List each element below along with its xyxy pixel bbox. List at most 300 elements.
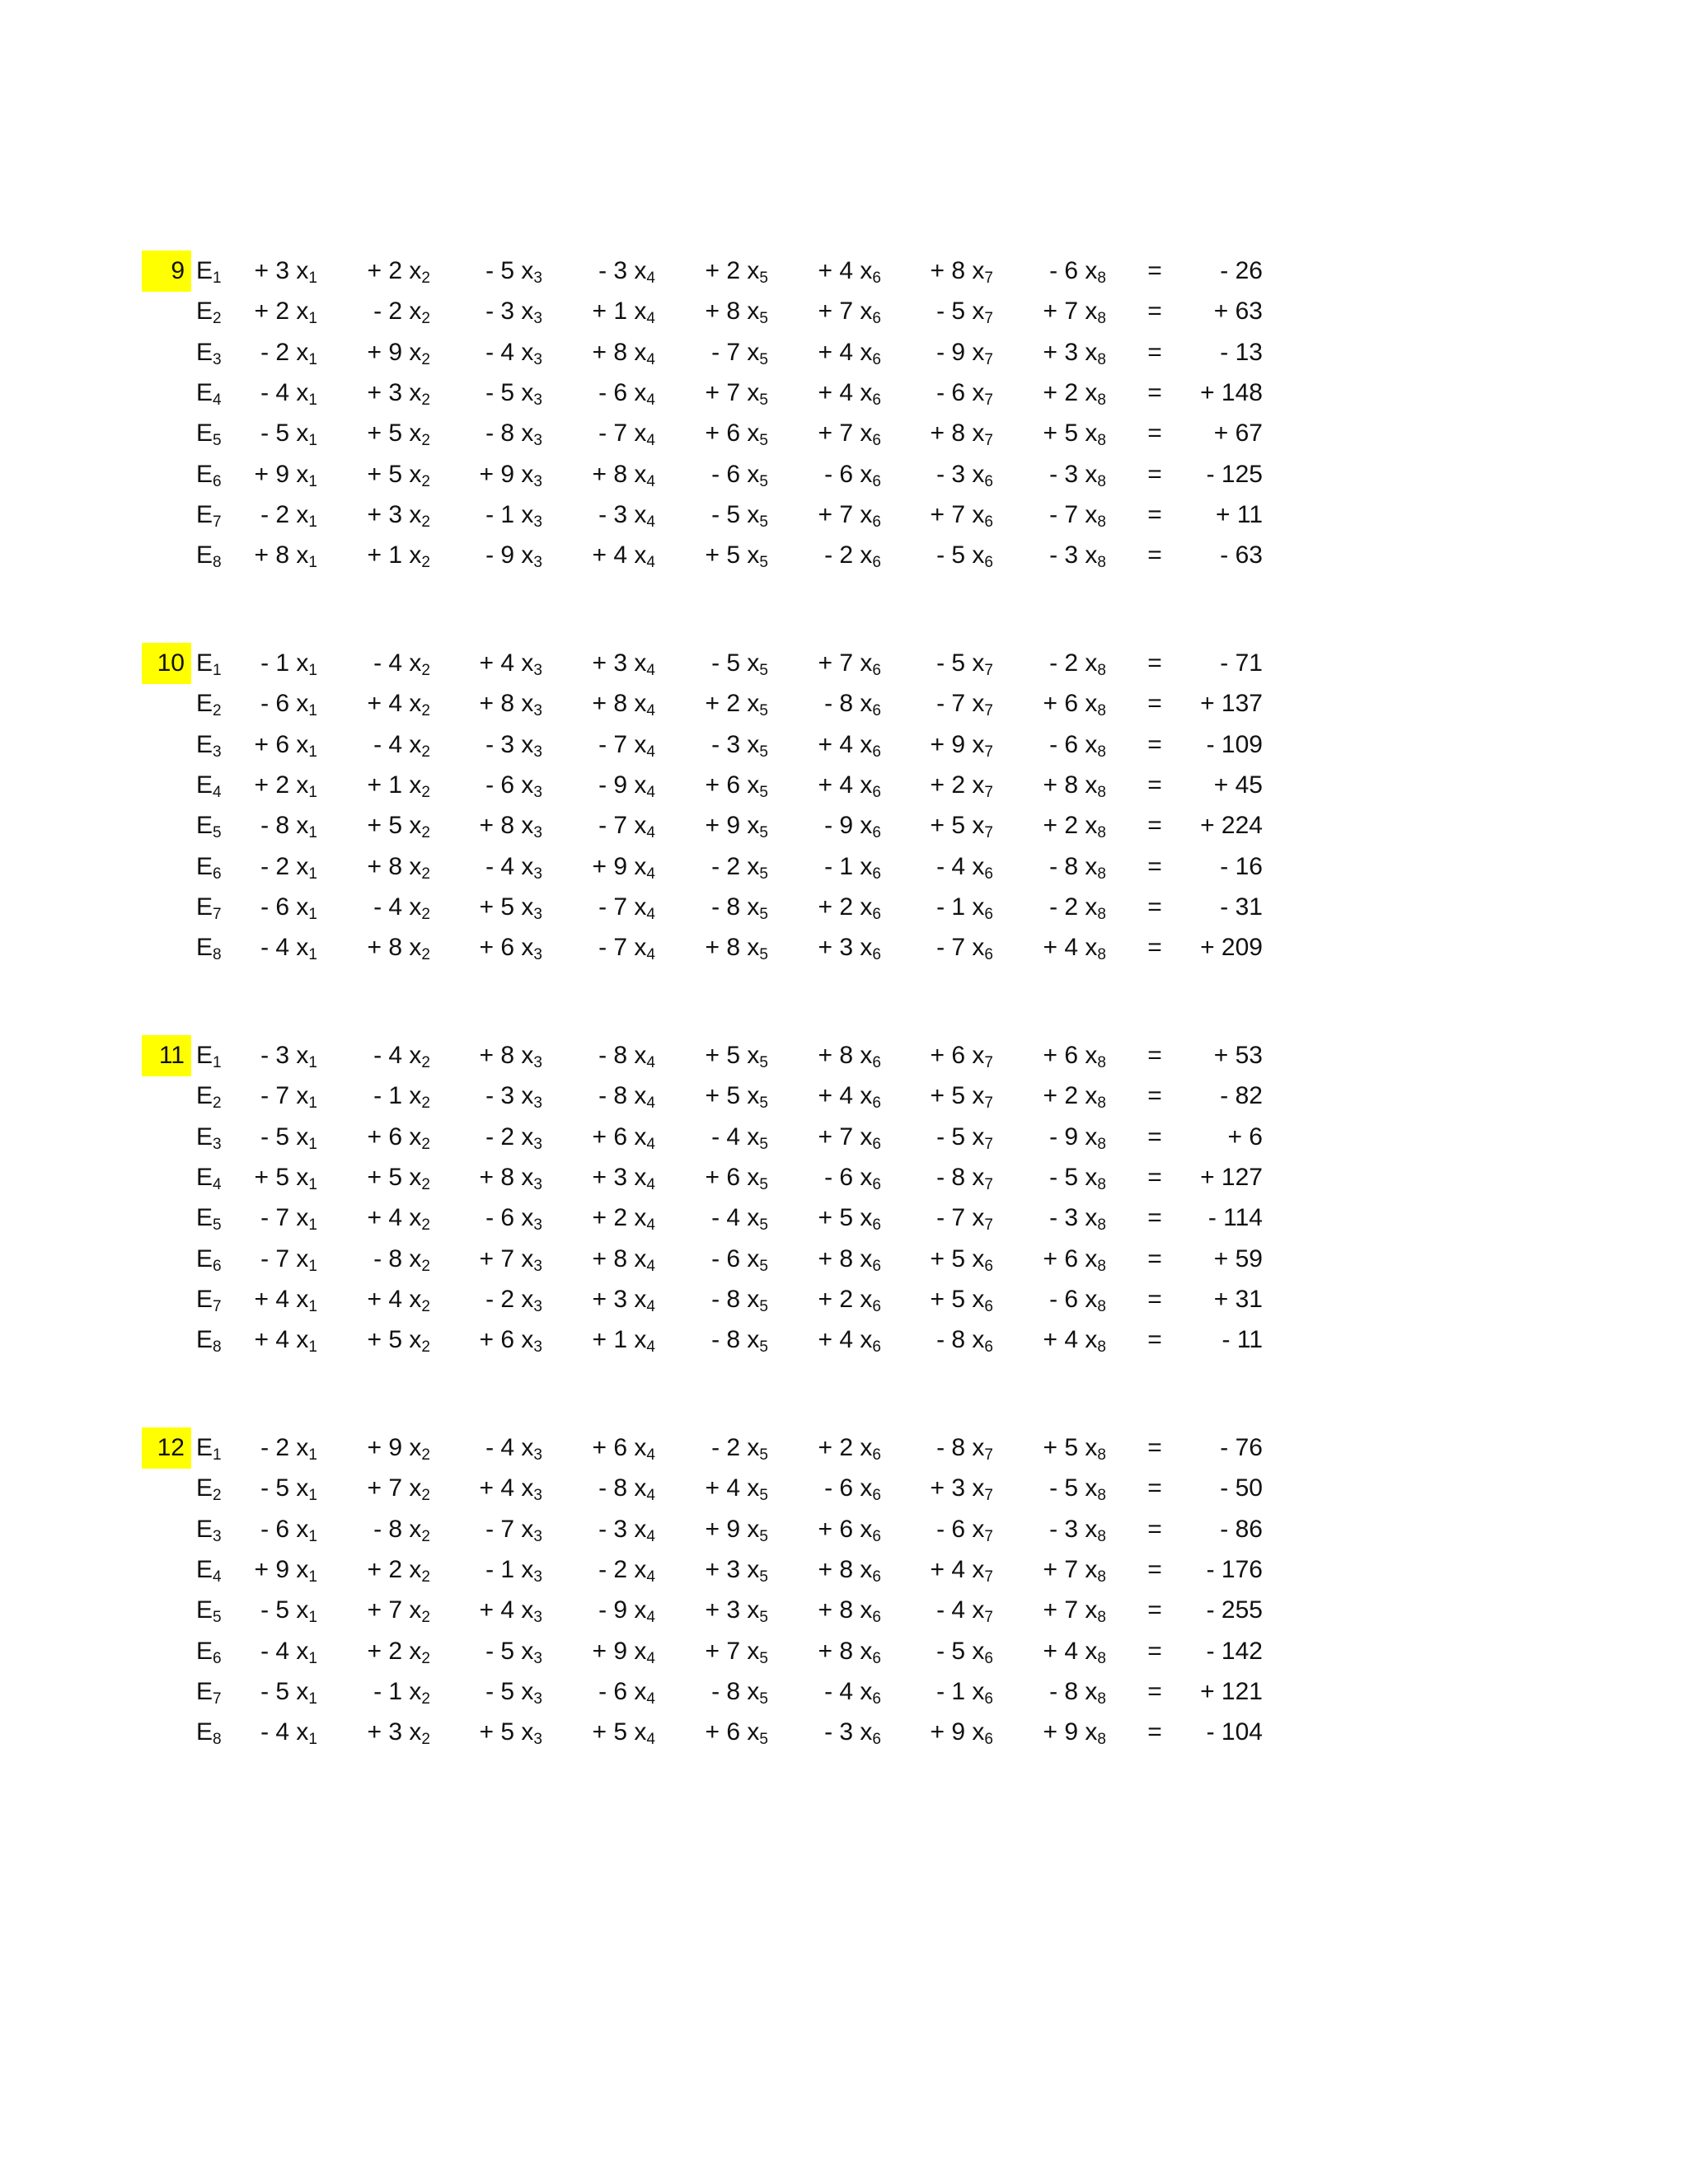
- term-coefficient: - 8: [598, 1082, 628, 1109]
- equation-row: [0, 846, 1688, 887]
- term-variable: x: [521, 649, 534, 677]
- term-variable-index: 4: [646, 662, 655, 679]
- term-variable: x: [747, 501, 760, 528]
- equation-term: [757, 1509, 881, 1549]
- term-variable: x: [1085, 1082, 1098, 1109]
- equation-row: [0, 1509, 1688, 1549]
- equation-term: [645, 1076, 768, 1116]
- equation-term: [870, 413, 993, 453]
- term-variable: x: [409, 379, 422, 406]
- term-variable: x: [972, 1516, 985, 1543]
- equation-term: [532, 454, 655, 494]
- term-variable-index: 6: [984, 1258, 993, 1275]
- equation-term: [645, 887, 768, 927]
- term-coefficient: + 4: [592, 541, 628, 569]
- term-variable-index: 6: [872, 554, 881, 571]
- term-variable: x: [296, 461, 309, 488]
- equation-term: [870, 1035, 993, 1076]
- equation-row: [0, 1549, 1688, 1590]
- term-variable: x: [747, 1516, 760, 1543]
- term-variable: x: [860, 1123, 873, 1151]
- term-variable: x: [972, 1434, 985, 1461]
- term-variable: x: [296, 1474, 309, 1502]
- term-variable: x: [296, 1042, 309, 1069]
- term-variable-index: 8: [1097, 743, 1106, 761]
- term-variable-index: 7: [984, 1136, 993, 1153]
- term-coefficient: - 1: [936, 893, 966, 921]
- equation-term: [870, 927, 993, 968]
- term-coefficient: + 8: [592, 1245, 628, 1272]
- equation-term: [419, 643, 542, 683]
- term-variable: x: [972, 257, 985, 284]
- term-variable-index: 5: [759, 946, 768, 963]
- term-variable-index: 6: [872, 1258, 881, 1275]
- term-coefficient: - 6: [824, 1164, 854, 1191]
- equation-term: [982, 1671, 1106, 1712]
- term-coefficient: - 6: [260, 690, 290, 717]
- term-variable-index: 5: [759, 743, 768, 761]
- term-variable-index: 1: [308, 1568, 317, 1586]
- equation-term: [194, 1590, 317, 1630]
- term-coefficient: + 5: [479, 1718, 515, 1746]
- equation-name-letter: E: [196, 1326, 213, 1353]
- equation-term: [757, 535, 881, 575]
- term-variable: x: [972, 934, 985, 961]
- equation-term: [307, 413, 430, 453]
- equation-term: [307, 291, 430, 331]
- equation-term: [194, 494, 317, 535]
- equation-name-letter: E: [196, 379, 213, 406]
- equation-term: [757, 1157, 881, 1197]
- term-variable: x: [409, 1164, 422, 1191]
- term-variable-index: 4: [646, 1650, 655, 1667]
- equation-term: [419, 1319, 542, 1360]
- term-variable: x: [521, 1204, 534, 1231]
- term-coefficient: - 6: [260, 893, 290, 921]
- equation-term: [982, 1076, 1106, 1116]
- term-coefficient: + 6: [479, 1326, 515, 1353]
- term-variable: x: [409, 1638, 422, 1665]
- term-variable-index: 4: [646, 946, 655, 963]
- equation-term: [757, 1197, 881, 1238]
- equation-term: [307, 332, 430, 373]
- equation-row: [0, 1671, 1688, 1712]
- equation-term: [645, 1631, 768, 1671]
- term-coefficient: + 9: [705, 812, 741, 839]
- term-variable-index: 7: [984, 391, 993, 409]
- term-variable-index: 5: [759, 1446, 768, 1464]
- equals-sign: =: [1147, 541, 1162, 569]
- term-variable: x: [521, 690, 534, 717]
- term-variable: x: [1085, 339, 1098, 366]
- equation-term: [982, 887, 1106, 927]
- term-variable-index: 2: [421, 662, 430, 679]
- equation-term: [532, 1468, 655, 1508]
- term-variable-index: 5: [759, 1176, 768, 1193]
- term-variable-index: 8: [1097, 1528, 1106, 1545]
- equation-term: [307, 1197, 430, 1238]
- equals-sign: =: [1147, 731, 1162, 758]
- equation-term: [757, 413, 881, 453]
- term-variable: x: [972, 379, 985, 406]
- equation-rhs: - 13: [1220, 339, 1263, 366]
- equation-term: [757, 1631, 881, 1671]
- equation-name-index: 3: [213, 1528, 222, 1545]
- term-variable: x: [634, 1042, 647, 1069]
- term-coefficient: - 5: [260, 1596, 290, 1624]
- term-coefficient: - 8: [1049, 853, 1079, 880]
- term-coefficient: + 8: [479, 1164, 515, 1191]
- term-variable: x: [747, 1638, 760, 1665]
- equation-term: [307, 1035, 430, 1076]
- term-variable-index: 7: [984, 310, 993, 327]
- equation-term: [982, 1712, 1106, 1752]
- equation-term: [757, 724, 881, 765]
- equation-row: [0, 413, 1688, 453]
- equation-term: [307, 251, 430, 291]
- term-coefficient: - 3: [260, 1042, 290, 1069]
- equation-row: [0, 765, 1688, 805]
- equation-name-letter: E: [196, 1123, 213, 1151]
- term-variable: x: [296, 298, 309, 325]
- equation-row: [0, 1157, 1688, 1197]
- term-coefficient: + 6: [479, 934, 515, 961]
- term-variable: x: [296, 1556, 309, 1583]
- equals-sign: =: [1147, 1434, 1162, 1461]
- term-variable-index: 6: [984, 1690, 993, 1708]
- term-variable-index: 1: [308, 1338, 317, 1356]
- term-variable: x: [521, 419, 534, 447]
- equation-name-index: 2: [213, 310, 222, 327]
- equation-term: [419, 1509, 542, 1549]
- equation-term: [757, 251, 881, 291]
- term-variable: x: [634, 1596, 647, 1624]
- term-coefficient: + 6: [705, 1718, 741, 1746]
- term-variable-index: 1: [308, 310, 317, 327]
- equation-name-letter: E: [196, 1474, 213, 1502]
- term-variable-index: 3: [533, 310, 542, 327]
- equation-name-letter: E: [196, 1164, 213, 1191]
- term-coefficient: - 7: [1049, 501, 1079, 528]
- term-coefficient: + 1: [367, 541, 403, 569]
- equation-term: [419, 1712, 542, 1752]
- term-variable: x: [1085, 1204, 1098, 1231]
- term-variable: x: [747, 649, 760, 677]
- term-coefficient: - 8: [936, 1434, 966, 1461]
- equation-term: [532, 805, 655, 846]
- term-variable-index: 2: [421, 784, 430, 801]
- term-coefficient: - 3: [485, 731, 515, 758]
- term-variable-index: 4: [646, 906, 655, 923]
- term-variable: x: [521, 853, 534, 880]
- equation-name-index: 8: [213, 1338, 222, 1356]
- term-coefficient: + 4: [367, 1204, 403, 1231]
- equation-term: [870, 373, 993, 413]
- term-variable: x: [409, 1556, 422, 1583]
- equation-term: [757, 1427, 881, 1468]
- equation-term: [870, 454, 993, 494]
- equation-term: [645, 927, 768, 968]
- term-coefficient: + 4: [254, 1326, 290, 1353]
- term-coefficient: - 4: [936, 853, 966, 880]
- equation-term: [419, 535, 542, 575]
- term-variable-index: 6: [872, 1446, 881, 1464]
- term-variable: x: [1085, 1556, 1098, 1583]
- term-variable-index: 2: [421, 1054, 430, 1071]
- equation-term: [532, 765, 655, 805]
- term-variable-index: 6: [872, 269, 881, 287]
- term-variable-index: 3: [533, 743, 542, 761]
- equals-sign: =: [1147, 649, 1162, 677]
- equation-term: [870, 1590, 993, 1630]
- term-variable-index: 3: [533, 1258, 542, 1275]
- term-variable-index: 5: [759, 554, 768, 571]
- term-coefficient: + 4: [1043, 934, 1079, 961]
- term-variable-index: 4: [646, 702, 655, 719]
- equation-term: [982, 1509, 1106, 1549]
- term-variable: x: [634, 461, 647, 488]
- term-variable-index: 3: [533, 824, 542, 841]
- equation-name-letter: E: [196, 339, 213, 366]
- term-variable-index: 5: [759, 906, 768, 923]
- term-variable-index: 5: [759, 702, 768, 719]
- equation-term: [194, 413, 317, 453]
- equation-name-letter: E: [196, 1082, 213, 1109]
- term-variable-index: 6: [872, 906, 881, 923]
- equation-term: [982, 1197, 1106, 1238]
- equals-sign: =: [1147, 1286, 1162, 1313]
- equation-term: [194, 251, 317, 291]
- term-variable: x: [860, 893, 873, 921]
- term-variable-index: 4: [646, 432, 655, 449]
- term-coefficient: - 3: [711, 731, 741, 758]
- term-coefficient: + 3: [592, 1164, 628, 1191]
- term-variable-index: 1: [308, 1650, 317, 1667]
- equation-term: [870, 846, 993, 887]
- term-coefficient: + 2: [705, 690, 741, 717]
- term-variable-index: 6: [872, 1176, 881, 1193]
- equation-rhs: - 11: [1221, 1326, 1263, 1353]
- equation-rhs: - 31: [1220, 893, 1263, 921]
- equation-row: [0, 251, 1688, 291]
- equation-name-index: 1: [213, 269, 222, 287]
- equation-row: [0, 724, 1688, 765]
- equation-term: [419, 724, 542, 765]
- term-coefficient: + 3: [1043, 339, 1079, 366]
- term-coefficient: - 6: [1049, 257, 1079, 284]
- term-variable-index: 5: [759, 269, 768, 287]
- term-variable-index: 8: [1097, 784, 1106, 801]
- term-variable: x: [296, 501, 309, 528]
- term-variable-index: 3: [533, 1650, 542, 1667]
- equation-name-letter: E: [196, 1556, 213, 1583]
- term-variable-index: 5: [759, 1216, 768, 1234]
- term-variable: x: [747, 1718, 760, 1746]
- term-variable: x: [634, 339, 647, 366]
- term-variable-index: 8: [1097, 473, 1106, 490]
- equation-name-letter: E: [196, 1434, 213, 1461]
- term-variable-index: 5: [759, 1094, 768, 1112]
- term-coefficient: - 8: [711, 1678, 741, 1705]
- term-variable: x: [409, 339, 422, 366]
- term-variable: x: [972, 853, 985, 880]
- equals-sign: =: [1147, 419, 1162, 447]
- equation-rhs: + 45: [1213, 771, 1263, 799]
- term-variable-index: 8: [1097, 824, 1106, 841]
- term-coefficient: - 4: [260, 379, 290, 406]
- term-coefficient: + 4: [818, 1326, 854, 1353]
- equation-row: [0, 373, 1688, 413]
- term-variable: x: [1085, 298, 1098, 325]
- term-variable-index: 6: [984, 865, 993, 883]
- equation-term: [307, 643, 430, 683]
- equation-term: [532, 291, 655, 331]
- term-coefficient: - 1: [260, 649, 290, 677]
- term-variable-index: 2: [421, 513, 430, 531]
- term-coefficient: + 1: [592, 1326, 628, 1353]
- equation-term: [532, 535, 655, 575]
- equation-term: [194, 887, 317, 927]
- term-variable: x: [747, 1123, 760, 1151]
- term-variable: x: [634, 1638, 647, 1665]
- term-variable: x: [747, 419, 760, 447]
- term-variable: x: [634, 893, 647, 921]
- equation-term: [870, 291, 993, 331]
- term-coefficient: + 8: [818, 1596, 854, 1624]
- term-variable: x: [296, 690, 309, 717]
- term-variable: x: [747, 893, 760, 921]
- equation-term: [870, 765, 993, 805]
- term-coefficient: + 8: [930, 257, 966, 284]
- equation-term: [419, 1197, 542, 1238]
- term-coefficient: + 5: [367, 1326, 403, 1353]
- term-variable: x: [1085, 690, 1098, 717]
- equation-term: [419, 291, 542, 331]
- term-coefficient: - 9: [936, 339, 966, 366]
- term-variable-index: 3: [533, 1609, 542, 1626]
- term-variable: x: [747, 379, 760, 406]
- term-variable: x: [296, 771, 309, 799]
- term-coefficient: + 6: [705, 419, 741, 447]
- term-variable: x: [860, 934, 873, 961]
- equation-term: [982, 1117, 1106, 1157]
- equation-term: [982, 765, 1106, 805]
- equation-term: [757, 643, 881, 683]
- equation-term: [982, 1319, 1106, 1360]
- term-coefficient: + 6: [930, 1042, 966, 1069]
- term-coefficient: + 2: [705, 257, 741, 284]
- term-variable-index: 2: [421, 1528, 430, 1545]
- term-variable: x: [409, 690, 422, 717]
- equation-rhs: - 16: [1220, 853, 1263, 880]
- equals-sign: =: [1147, 1474, 1162, 1502]
- equation-rhs: - 176: [1206, 1556, 1263, 1583]
- equation-term: [645, 535, 768, 575]
- term-coefficient: - 2: [1049, 893, 1079, 921]
- term-variable-index: 1: [308, 1487, 317, 1504]
- term-variable: x: [296, 649, 309, 677]
- equation-rhs: - 125: [1206, 461, 1263, 488]
- term-variable: x: [972, 893, 985, 921]
- equation-term: [982, 1549, 1106, 1590]
- equation-name-index: 6: [213, 865, 222, 883]
- equation-term: [194, 1157, 317, 1197]
- term-coefficient: + 5: [1043, 1434, 1079, 1461]
- term-coefficient: - 4: [260, 1718, 290, 1746]
- term-variable: x: [521, 1286, 534, 1313]
- term-coefficient: + 3: [367, 501, 403, 528]
- term-variable: x: [747, 690, 760, 717]
- term-variable: x: [409, 812, 422, 839]
- term-variable-index: 6: [984, 1650, 993, 1667]
- term-variable-index: 5: [759, 1136, 768, 1153]
- term-variable: x: [972, 771, 985, 799]
- term-variable-index: 4: [646, 473, 655, 490]
- term-variable: x: [521, 1326, 534, 1353]
- term-coefficient: + 5: [930, 1286, 966, 1313]
- equation-term: [532, 1197, 655, 1238]
- term-variable: x: [296, 934, 309, 961]
- term-coefficient: + 4: [479, 649, 515, 677]
- equation-name-index: 6: [213, 1258, 222, 1275]
- term-coefficient: - 3: [1049, 541, 1079, 569]
- term-variable-index: 3: [533, 1568, 542, 1586]
- term-variable: x: [860, 731, 873, 758]
- equation-name-letter: E: [196, 298, 213, 325]
- equation-term: [419, 1468, 542, 1508]
- term-variable-index: 1: [308, 662, 317, 679]
- term-variable-index: 2: [421, 1338, 430, 1356]
- term-variable-index: 7: [984, 824, 993, 841]
- term-coefficient: - 3: [824, 1718, 854, 1746]
- term-coefficient: - 9: [1049, 1123, 1079, 1151]
- term-variable-index: 5: [759, 473, 768, 490]
- equals-sign: =: [1147, 812, 1162, 839]
- term-variable: x: [1085, 649, 1098, 677]
- term-coefficient: - 4: [260, 934, 290, 961]
- term-variable-index: 5: [759, 1298, 768, 1315]
- equation-name-index: 7: [213, 906, 222, 923]
- equation-term: [307, 765, 430, 805]
- term-variable: x: [296, 1718, 309, 1746]
- equation-term: [982, 1035, 1106, 1076]
- term-coefficient: + 6: [592, 1123, 628, 1151]
- term-variable-index: 6: [872, 1650, 881, 1667]
- term-variable-index: 8: [1097, 946, 1106, 963]
- term-variable: x: [296, 1596, 309, 1624]
- equation-name-index: 3: [213, 1136, 222, 1153]
- equation-term: [645, 1671, 768, 1712]
- term-coefficient: + 4: [254, 1286, 290, 1313]
- term-coefficient: - 7: [936, 1204, 966, 1231]
- equation-term: [645, 494, 768, 535]
- equation-term: [757, 887, 881, 927]
- term-variable-index: 8: [1097, 1338, 1106, 1356]
- term-variable: x: [972, 1164, 985, 1191]
- term-variable-index: 2: [421, 1568, 430, 1586]
- term-variable: x: [972, 1718, 985, 1746]
- term-coefficient: + 8: [705, 298, 741, 325]
- term-coefficient: + 7: [479, 1245, 515, 1272]
- term-variable: x: [296, 731, 309, 758]
- equation-row: [0, 291, 1688, 331]
- term-coefficient: + 8: [818, 1638, 854, 1665]
- equation-name-index: 7: [213, 1690, 222, 1708]
- term-variable-index: 8: [1097, 1650, 1106, 1667]
- term-variable-index: 4: [646, 1298, 655, 1315]
- term-variable: x: [521, 379, 534, 406]
- equals-sign: =: [1147, 1245, 1162, 1272]
